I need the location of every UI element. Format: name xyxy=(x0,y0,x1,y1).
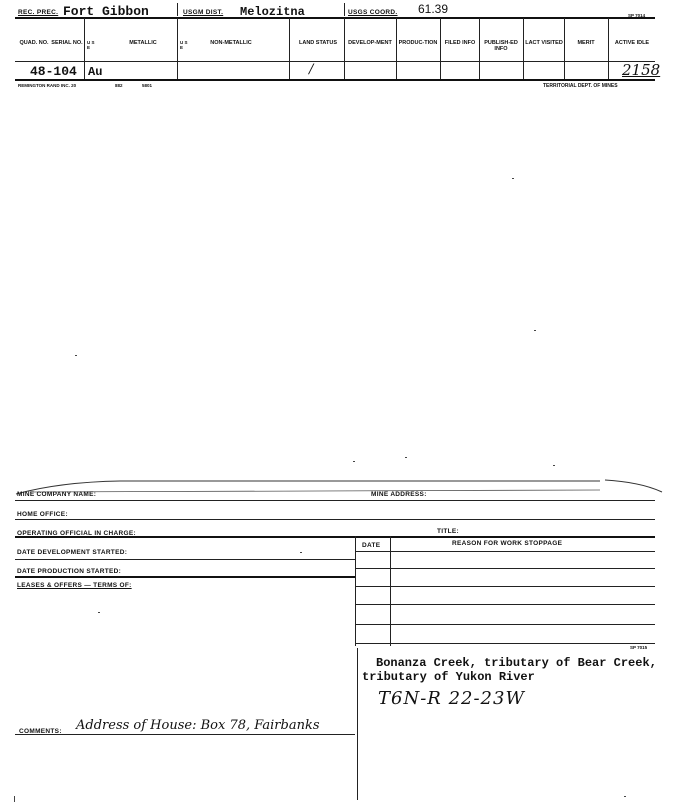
stoppage-reason-header: REASON FOR WORK STOPPAGE xyxy=(452,540,563,547)
quad-serial-value: 48-104 xyxy=(30,64,77,79)
location-line-1: Bonanza Creek, tributary of Bear Creek, xyxy=(376,656,657,670)
operating-official-label: OPERATING OFFICIAL IN CHARGE: xyxy=(17,530,136,537)
top-footer-right: TERRITORIAL DEPT. OF MINES xyxy=(543,83,618,89)
card-edge xyxy=(0,476,678,496)
usgs-coord-value: 61.39 xyxy=(418,2,449,16)
top-footer-left: REMINGTON RAND INC. 20 xyxy=(18,83,77,88)
location-line-2: tributary of Yukon River xyxy=(362,670,535,684)
col-non-metallic: NON-METALLIC xyxy=(210,40,252,46)
top-rule-1 xyxy=(15,17,655,19)
usgs-coord-label: USGS COORD. xyxy=(348,9,398,16)
col-use-metallic: U S E xyxy=(87,40,95,50)
comments-label: COMMENTS: xyxy=(19,728,62,735)
usgm-dist-value: Melozitna xyxy=(240,5,305,19)
leases-label: LEASES & OFFERS — TERMS OF: xyxy=(17,582,132,589)
top-form-number: SP 7014 xyxy=(628,13,646,18)
top-rule-2 xyxy=(15,61,655,62)
date-production-label: DATE PRODUCTION STARTED: xyxy=(17,568,122,575)
col-development: DEVELOP-MENT xyxy=(348,40,392,46)
speck xyxy=(75,355,77,356)
col-last-visited: LACT VISITED xyxy=(525,40,563,46)
col-production: PRODUC-TION xyxy=(398,40,438,46)
title-label: TITLE: xyxy=(437,528,460,535)
land-status-mark: / xyxy=(309,62,314,77)
mine-address-label: MINE ADDRESS: xyxy=(371,491,427,498)
rec-prec-value: Fort Gibbon xyxy=(63,4,149,19)
active-idle-value: 2158 xyxy=(622,61,661,79)
col-active-idle: ACTIVE IDLE xyxy=(614,40,650,46)
top-rule-3 xyxy=(15,79,655,81)
metallic-value: Au xyxy=(88,65,103,79)
col-use-non-metallic: U S E xyxy=(180,40,188,50)
speck xyxy=(624,796,626,797)
col-merit: MERIT xyxy=(577,40,595,46)
mine-company-name-label: MINE COMPANY NAME: xyxy=(17,491,97,498)
speck xyxy=(512,178,514,179)
col-serial-no: SERIAL NO. xyxy=(51,40,83,46)
col-metallic: METALLIC xyxy=(129,40,157,46)
speck xyxy=(405,457,407,458)
stoppage-date-header: DATE xyxy=(362,542,381,549)
date-development-label: DATE DEVELOPMENT STARTED: xyxy=(17,549,128,556)
top-footer-code2: 5801 xyxy=(142,83,153,88)
col-published-info: PUBLISH-ED INFO xyxy=(484,40,518,52)
top-footer-code1: 882 xyxy=(115,83,123,88)
speck xyxy=(98,612,100,613)
col-filed-info: FILED INFO xyxy=(444,40,476,46)
speck xyxy=(534,330,536,331)
col-land-status: LAND STATUS xyxy=(299,40,337,46)
home-office-label: HOME OFFICE: xyxy=(17,511,68,518)
rec-prec-label: REC. PREC. xyxy=(18,9,59,16)
col-quad-no: QUAD. NO. xyxy=(19,40,49,46)
bottom-form-number: SP 7015 xyxy=(630,645,648,650)
usgm-dist-label: USGM DIST. xyxy=(183,9,224,16)
speck xyxy=(353,461,355,462)
comments-value: Address of House: Box 78, Fairbanks xyxy=(76,718,320,733)
speck xyxy=(553,465,555,466)
handwritten-location: T6N-R 22-23W xyxy=(378,688,525,709)
speck xyxy=(14,796,15,802)
